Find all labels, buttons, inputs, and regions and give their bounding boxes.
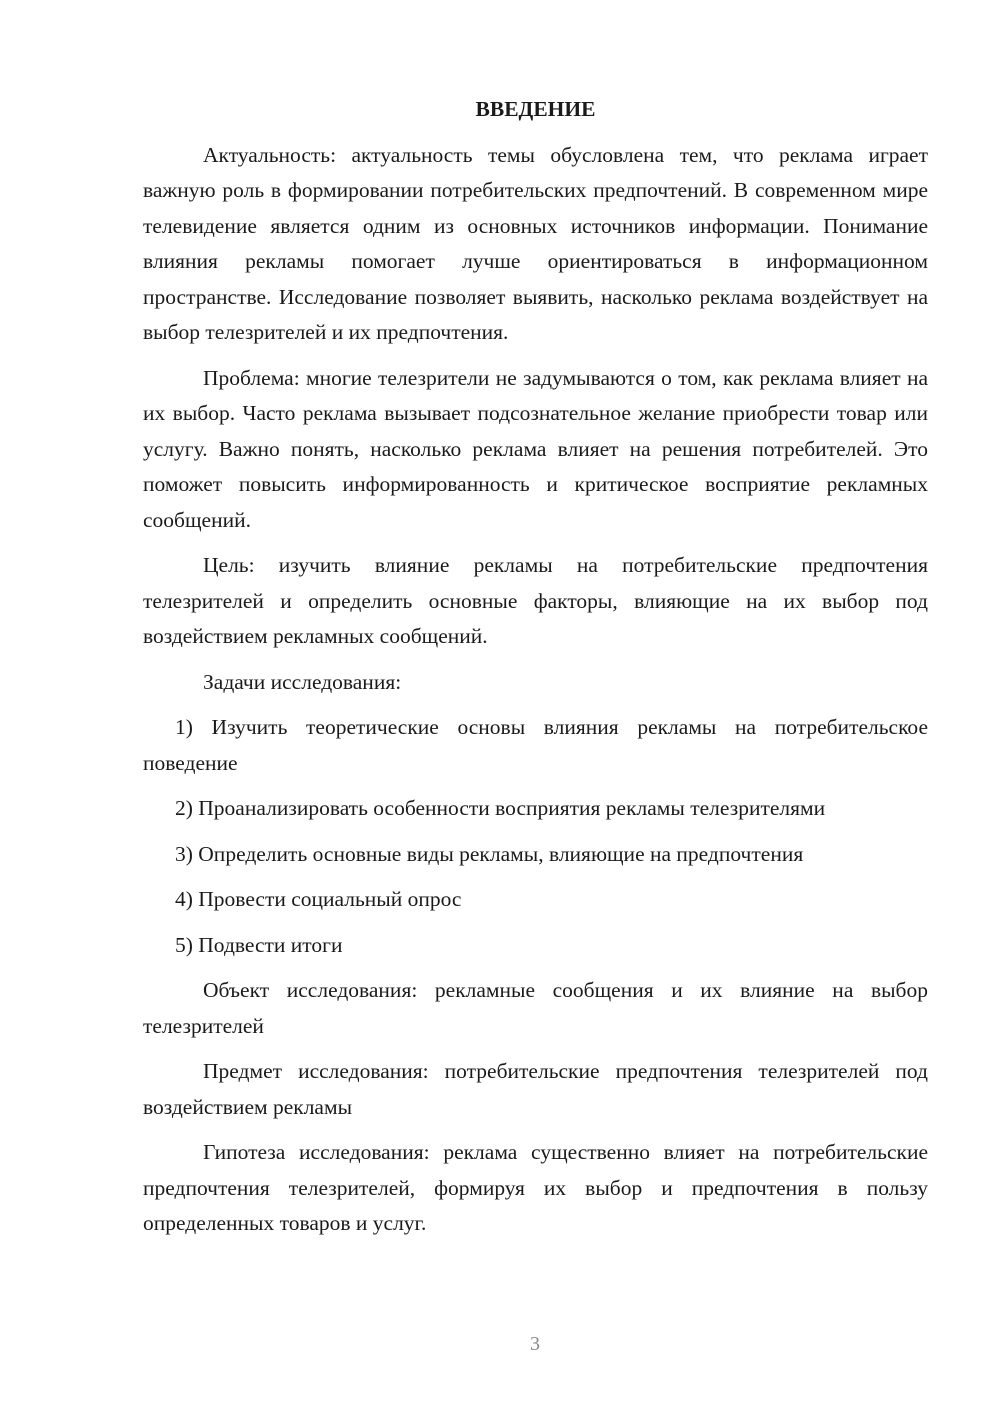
paragraph-subject: Предмет исследования: потребительские предпочтения телезрителей под воздействием рекламы <box>143 1059 928 1119</box>
page-title: ВВЕДЕНИЕ <box>475 97 596 121</box>
paragraph-hypothesis: Гипотеза исследования: реклама существенно влияет на потребительские предпочтения телезрителей, формируя их выбор и предпочтения в пользу определенных товаров и услуг. <box>143 1140 928 1235</box>
tasks-heading: Задачи исследования: <box>203 669 402 694</box>
paragraph-problem: Проблема: многие телезрители не задумываются о том, как реклама влияет на их выбор. Часто реклама вызывает подсознательное желание приобрести товар или услугу. Важно понять, насколько реклама влияет на решения потребителей. Это поможет повысить информированность и критическое восприятие рекламных сообщений. <box>143 365 928 532</box>
paragraph-goal: Цель: изучить влияние рекламы на потребительские предпочтения телезрителей и определить основные факторы, влияющие на их выбор под воздействием рекламных сообщений. <box>143 553 928 648</box>
paragraph-object: Объект исследования: рекламные сообщения и их влияние на выбор телезрителей <box>143 978 928 1038</box>
task-item-2: 2) Проанализировать особенности восприятия рекламы телезрителями <box>175 796 826 820</box>
page-number: 3 <box>530 1333 540 1355</box>
task-item-4: 4) Провести социальный опрос <box>175 887 462 911</box>
task-item-5: 5) Подвести итоги <box>175 932 343 957</box>
paragraph-relevance: Актуальность: актуальность темы обусловлена тем, что реклама играет важную роль в формировании потребительских предпочтений. В современном мире телевидение является одним из основных источников информации. Понимание влияния рекламы помогает лучше ориентироваться в информационном пространстве. Исследование позволяет выявить, насколько реклама воздействует на выбор телезрителей и их предпочтения. <box>143 142 928 344</box>
task-item-1: 1) Изучить теоретические основы влияния рекламы на потребительское поведение <box>143 715 928 775</box>
task-item-3: 3) Определить основные виды рекламы, влияющие на предпочтения <box>175 841 804 866</box>
page-content <box>143 92 928 1252</box>
